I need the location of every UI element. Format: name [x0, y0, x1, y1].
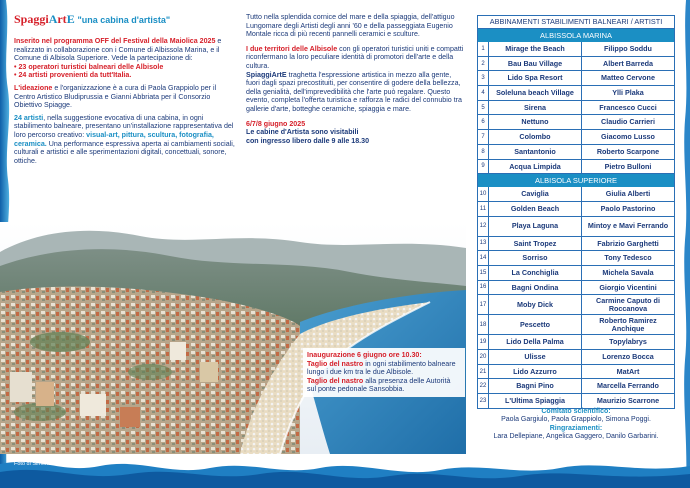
artists-text: , nella suggestione evocativa di una cabina, in ogni stabilimento balneare, presentano un'installazione rappresentativa del loro percorso creativo:: [14, 113, 234, 139]
brand-part-2: A: [48, 12, 58, 26]
artist-name: Ylli Plaka: [612, 88, 644, 98]
row-number: 6: [478, 115, 489, 129]
performance-text: Una performance espressiva aperta ai cambiamenti sociali, culturali e artistici e alle sperimentazioni digitali, concettuali, sonore, ottiche.: [14, 139, 235, 165]
beach-establishment: Colombo: [489, 130, 582, 144]
beach-establishment: Bau Bau Village: [489, 57, 582, 71]
event-dates: 6/7/8 giugno 2025: [246, 119, 306, 128]
ribbon-highlight-1: Taglio del nastro: [307, 359, 364, 368]
artist-name: Roberto Ramirez Anchique: [599, 316, 657, 333]
section-header: ALBISOLA SUPERIORE: [477, 174, 675, 187]
table-row: [477, 251, 675, 266]
beach-establishment: Mirage the Beach: [489, 42, 582, 56]
row-number: 9: [478, 160, 489, 174]
row-number: 12: [478, 217, 489, 236]
artist-name: Mintoy e Mavi Ferrando: [587, 221, 669, 231]
committee-names: Paola Gargiulo, Paola Grappiolo, Simona Poggi.: [501, 416, 651, 424]
committee-heading: Comitato scientifico:: [541, 408, 611, 415]
inauguration-title: Inaugurazione 6 giugno ore 10.30:: [307, 351, 422, 359]
table-row: [477, 394, 675, 409]
artist-name: Roberto Scarpone: [596, 146, 660, 156]
row-number: 20: [478, 350, 489, 364]
artist-name: Giulia Alberti: [605, 189, 651, 199]
brand-part-4: E: [66, 12, 75, 26]
ribbon-line-2: [307, 377, 461, 394]
table-row: [477, 57, 675, 72]
row-number: 15: [478, 266, 489, 280]
artist-name: Tony Tedesco: [604, 253, 652, 263]
territory-column: [246, 13, 464, 149]
brand-part-1: Spaggi: [14, 12, 49, 26]
artist-name: Maurizio Scarrone: [596, 396, 660, 406]
table-row: [477, 86, 675, 101]
row-number: 3: [478, 71, 489, 85]
artist-name: Giorgio Vicentini: [599, 282, 657, 292]
ribbon-text-1: in ogni stabilimento balneare lungo i due km tra le due Albisole.: [307, 359, 456, 377]
right-wave-decoration: [682, 0, 690, 488]
intro-text: e realizzato in collaborazione con i Comune di Albissola Marina, e il Comune di Albisola Superiore. Vede la partecipazione di:: [14, 37, 222, 63]
row-number: 11: [478, 202, 489, 216]
table-row: [477, 350, 675, 365]
beach-establishment: Golden Beach: [489, 202, 582, 216]
beach-establishment: Playa Laguna: [489, 217, 582, 236]
table-row: [477, 145, 675, 160]
ribbon-line-1: [307, 360, 461, 377]
beach-establishment: Saint Tropez: [489, 237, 582, 251]
disciplines-highlight: visual-art, pittura, scultura, fotografia, ceramica.: [14, 130, 214, 148]
table-row: [477, 160, 675, 175]
table-row: [477, 42, 675, 57]
beach-establishment: L'Ultima Spiaggia: [489, 394, 582, 408]
credits-block: [477, 408, 675, 442]
beach-establishment: Pescetto: [489, 315, 582, 334]
dates-block: [246, 120, 464, 146]
artist-name: Albert Barreda: [603, 58, 653, 68]
row-number: 8: [478, 145, 489, 159]
beach-establishment: Soleluna beach Village: [489, 86, 582, 100]
setting-paragraph: Tutto nella splendida cornice del mare e della spiaggia, dell'attiguo Lungomare degli Artisti degli anni '60 e della passeggiata Eugenio Montale ricca di più recenti pannelli ceramici e sculture.: [246, 13, 455, 39]
ribbon-text-2: alla presenza delle Autorità sul ponte pedonale Sansobbia.: [307, 376, 451, 394]
brand-logo: [14, 12, 75, 26]
row-number: 19: [478, 335, 489, 349]
beach-establishment: Lido Spa Resort: [489, 71, 582, 85]
photo-credit: Foto di Simone Sasso: [14, 461, 68, 467]
row-number: 10: [478, 187, 489, 201]
ideation-text: e l'organizzazione è a cura di Paola Grappiolo per il Centro Artistico Bludiprussia e Gianni Abbriata per il Consorzio Obiettivo Spiagge.: [14, 83, 217, 110]
table-row: [477, 71, 675, 86]
artist-name: Paolo Pastorino: [600, 203, 656, 213]
row-number: 22: [478, 379, 489, 393]
access-line-2: con ingresso libero dalle 9 alle 18.30: [246, 136, 370, 145]
thanks-names: Lara Dellepiane, Angelica Gaggero, Danilo Garbarini.: [493, 433, 659, 441]
thanks-heading: Ringraziamenti:: [549, 424, 603, 432]
beach-establishment: Nettuno: [489, 115, 582, 129]
beach-establishment: Bagni Pino: [489, 379, 582, 393]
artist-name: Filippo Soddu: [604, 44, 652, 54]
table-body: [477, 29, 675, 409]
territory-text: con gli operatori turistici uniti e compatti riconfermano la loro peculiare identità di promotori dell'arte e della cultura.: [246, 44, 464, 70]
event-text: traghetta l'espressione artistica in mezzo alla gente, fuori dagli spazi precostituiti, per consentire di godere della bellezza, della genialità, dell'imprevedibilità che l'arte può regalare. Questo evento, completa l'offerta turistica e rafforza le radici del connubio tra gallerie d'arte, botteghe ceramiche, spiaggia e mare.: [246, 70, 462, 113]
brand-part-3: rt: [57, 12, 67, 26]
row-number: 1: [478, 42, 489, 56]
table-row: [477, 315, 675, 335]
table-row: [477, 202, 675, 217]
table-row: [477, 379, 675, 394]
row-number: 4: [478, 86, 489, 100]
artists-highlight: 24 artisti: [14, 113, 44, 122]
beach-establishment: Caviglia: [489, 187, 582, 201]
festival-highlight: Inserito nel programma OFF del Festival della Maiolica 2025: [14, 37, 216, 45]
brochure-header: [14, 13, 236, 27]
intro-paragraph-3: [14, 114, 236, 166]
artist-name: Fabrizio Garghetti: [597, 238, 659, 248]
artist-name: Carmine Caputo di Roccanova: [596, 296, 660, 313]
table-row: [477, 101, 675, 116]
table-row: [477, 217, 675, 237]
artist-name: Lorenzo Bocca: [602, 352, 654, 362]
beach-establishment: Sorriso: [489, 251, 582, 265]
row-number: 7: [478, 130, 489, 144]
table-row: [477, 115, 675, 130]
beach-establishment: Ulisse: [489, 350, 582, 364]
beach-establishment: La Conchiglia: [489, 266, 582, 280]
beach-establishment: Sirena: [489, 101, 582, 115]
beach-establishment: Acqua Limpida: [489, 160, 582, 174]
tagline: "una cabina d'artista": [77, 15, 171, 25]
artist-name: Michela Savala: [602, 267, 654, 277]
artist-name: Matteo Cervone: [601, 73, 655, 83]
aerial-photo-illustration: [0, 222, 466, 454]
row-number: 21: [478, 365, 489, 379]
artist-name: Pietro Bulloni: [604, 161, 652, 171]
row-number: 18: [478, 315, 489, 334]
brand-inline: SpiaggiArtE: [246, 70, 287, 79]
ribbon-highlight-2: Taglio del nastro: [307, 376, 364, 385]
aerial-photo: [0, 222, 466, 454]
table-row: [477, 295, 675, 315]
beach-establishment: Lido Azzurro: [489, 365, 582, 379]
table-row: [477, 365, 675, 380]
row-number: 23: [478, 394, 489, 408]
intro-paragraph-2: [14, 84, 236, 110]
territory-highlight: I due territori delle Albisole: [246, 44, 338, 53]
table-row: [477, 130, 675, 145]
artist-name: Francesco Cucci: [599, 102, 657, 112]
section-header: ALBISSOLA MARINA: [477, 29, 675, 42]
inauguration-box: [303, 348, 465, 397]
row-number: 17: [478, 295, 489, 314]
table-row: [477, 335, 675, 350]
beach-establishment: Santantonio: [489, 145, 582, 159]
territory-paragraph: [246, 45, 464, 114]
assignments-table: [477, 15, 675, 409]
table-row: [477, 237, 675, 252]
artist-name: Claudio Carrieri: [601, 117, 655, 127]
bullet-operators: • 23 operatori turistici balneari delle Albisole: [14, 62, 164, 71]
artist-name: Topylabrys: [609, 337, 647, 347]
beach-establishment: Moby Dick: [489, 295, 582, 314]
access-line-1: Le cabine d'Artista sono visitabili: [246, 128, 359, 137]
intro-column: [14, 13, 236, 169]
beach-establishment: Lido Della Palma: [489, 335, 582, 349]
bullet-artists: • 24 artisti provenienti da tutt'Italia.: [14, 71, 132, 80]
row-number: 2: [478, 57, 489, 71]
row-number: 16: [478, 281, 489, 295]
table-title: ABBINAMENTI STABILIMENTI BALNEARI / ARTISTI: [477, 15, 675, 29]
table-row: [477, 281, 675, 296]
intro-paragraph-1: [14, 37, 236, 80]
artist-name: MatArt: [616, 366, 640, 376]
beach-establishment: Bagni Ondina: [489, 281, 582, 295]
artist-name: Marcella Ferrando: [597, 381, 659, 391]
artist-name: Giacomo Lusso: [601, 132, 655, 142]
row-number: 13: [478, 237, 489, 251]
table-row: [477, 266, 675, 281]
row-number: 5: [478, 101, 489, 115]
table-row: [477, 187, 675, 202]
bottom-wave-decoration: [0, 454, 690, 488]
ideation-highlight: L'ideazione: [14, 83, 53, 92]
row-number: 14: [478, 251, 489, 265]
